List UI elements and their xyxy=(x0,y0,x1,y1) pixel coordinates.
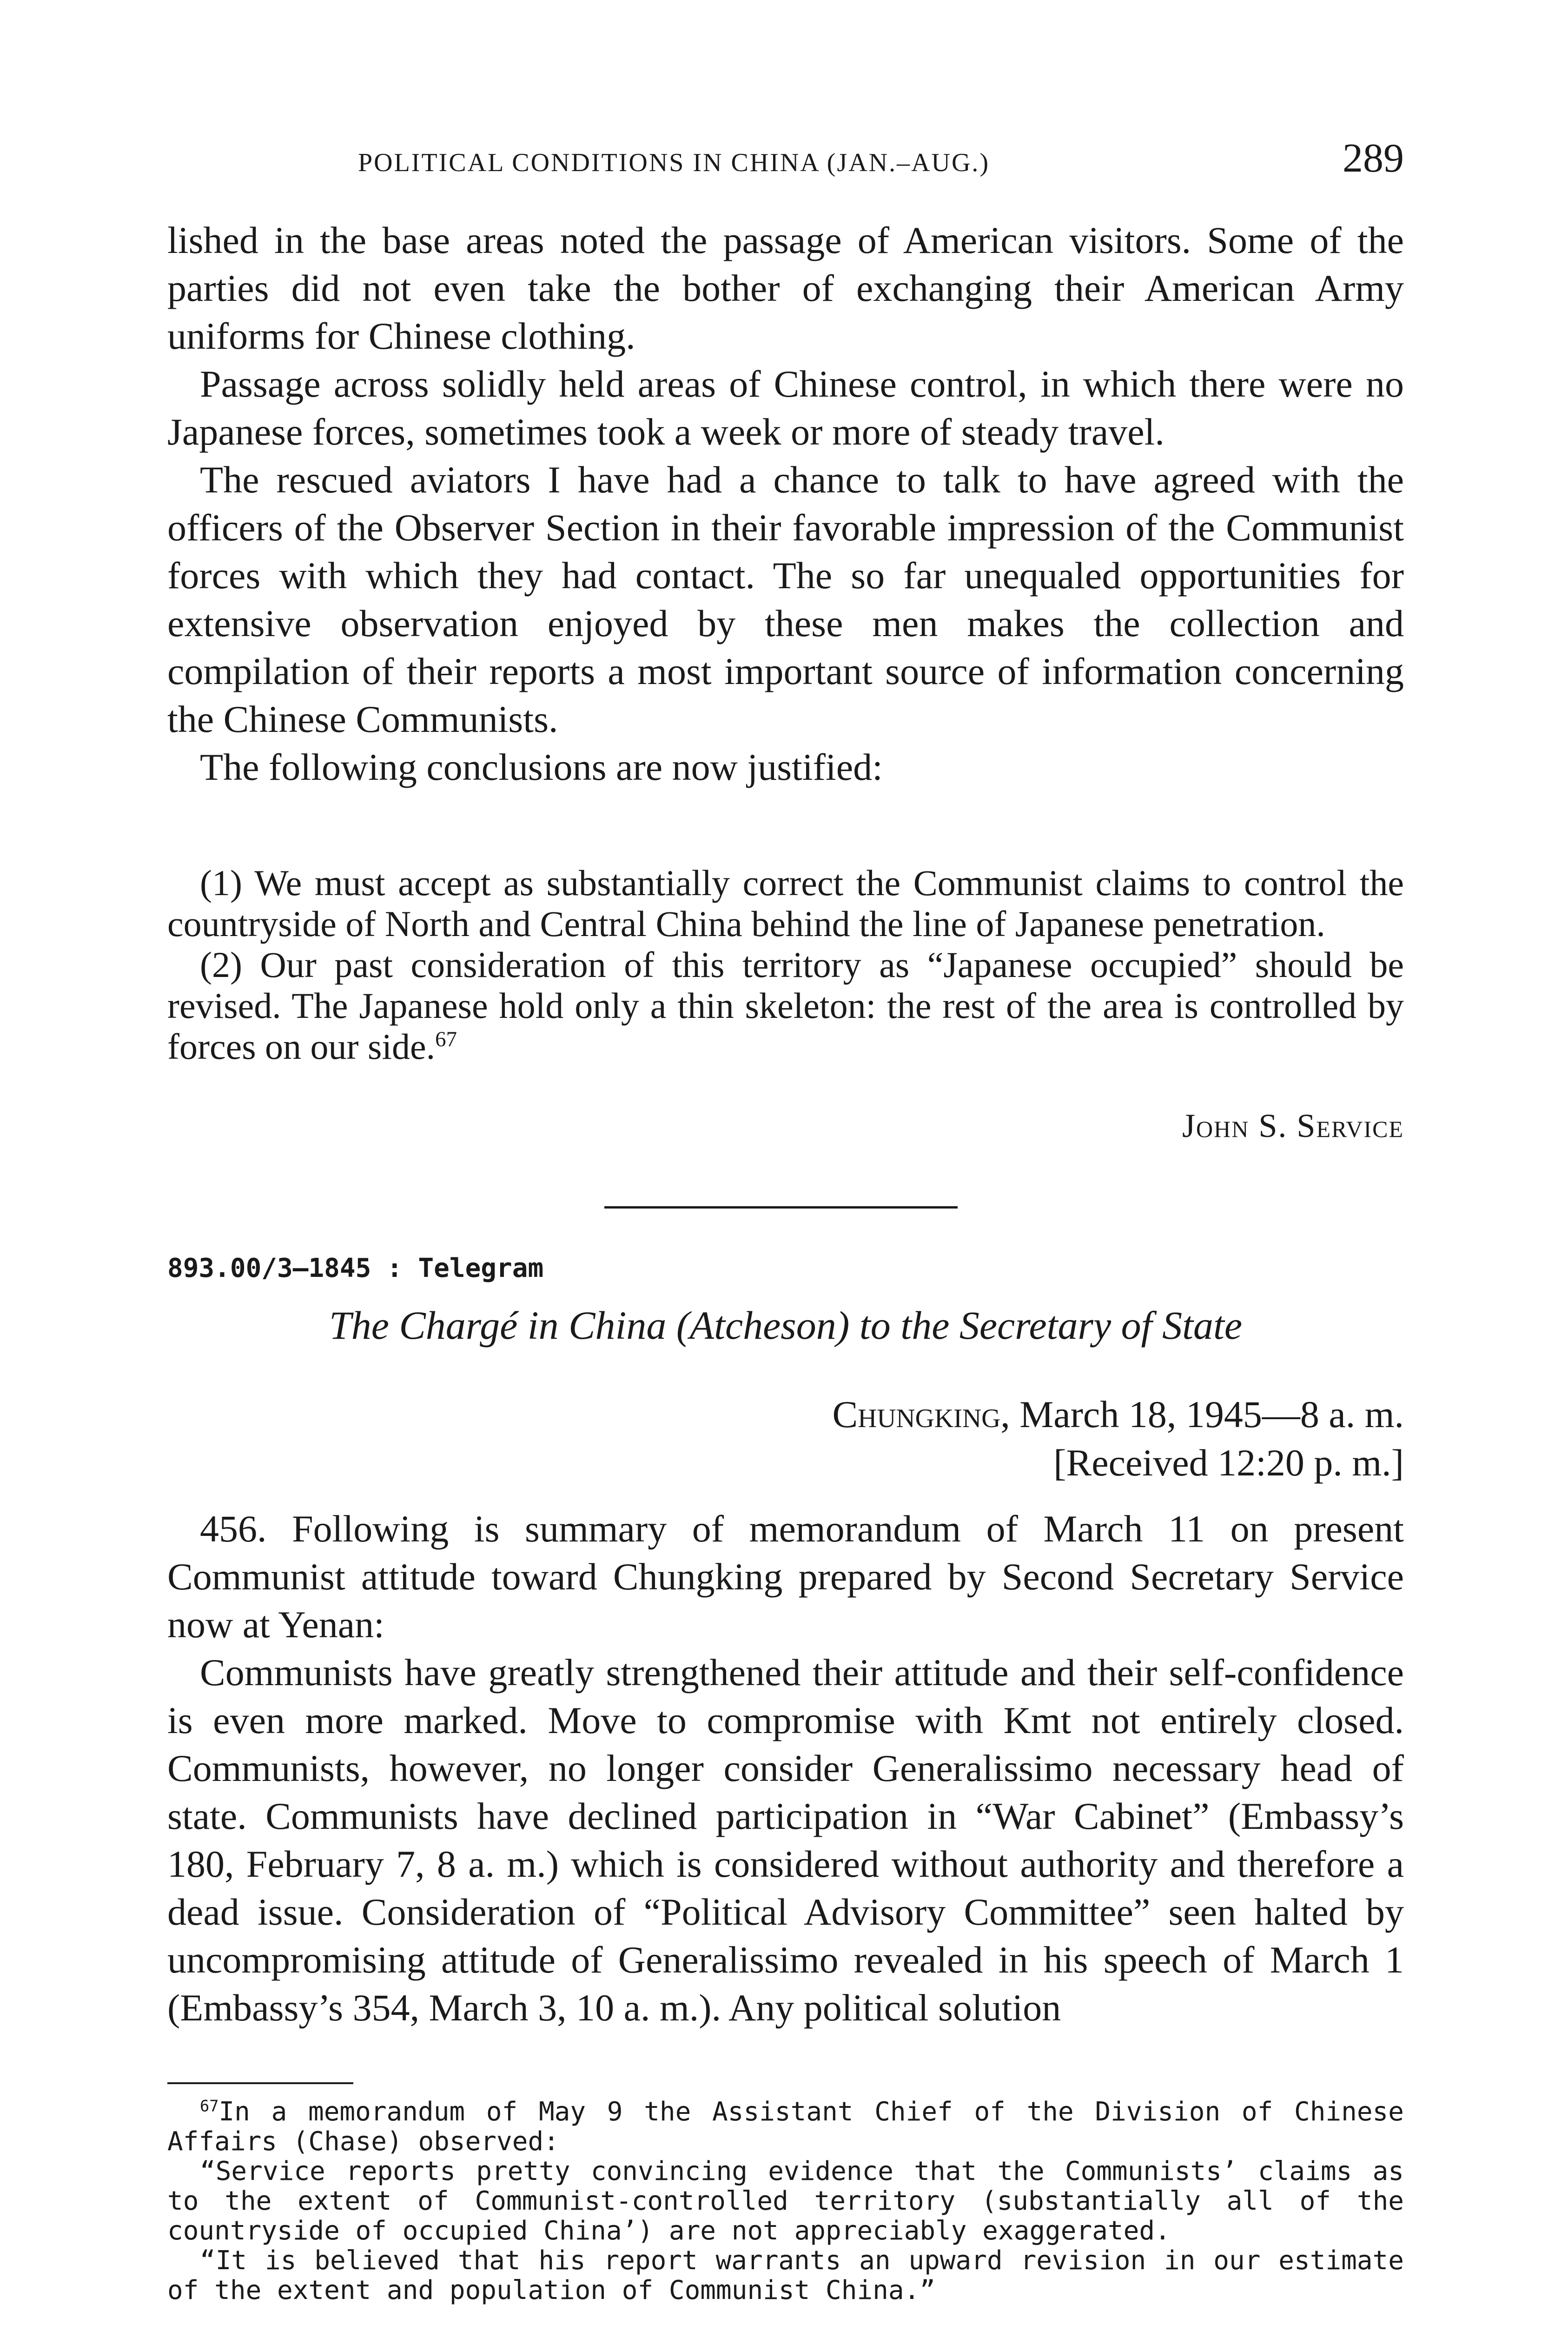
footnotes xyxy=(167,2097,1404,2305)
signature: John S. Service xyxy=(1182,1107,1404,1144)
conclusion-item-1: (1) We must accept as substantially correct the Communist claims to control the countryside of North and Central China behind the line of Japanese penetration. xyxy=(167,863,1404,944)
footnote-quote-2: “It is believed that his report warrants an upward revision in our estimate of the extent and population of Communist China.” xyxy=(167,2245,1404,2305)
footnote-quote-1: “Service reports pretty convincing evidence that the Communists’ claims as to the extent of Communist-controlled territory (substantially all of the countryside of occupied China’) are not appreciably exaggerated. xyxy=(167,2156,1404,2246)
paragraph-passage: Passage across solidly held areas of Chinese control, in which there were no Japanese forces, sometimes took a week or more of steady travel. xyxy=(167,363,1404,453)
file-number: 893.00/3–1845 : Telegram xyxy=(167,1253,544,1283)
dateline-place: Chungking, xyxy=(832,1393,1010,1435)
running-head xyxy=(167,135,1404,186)
paragraph-continued: lished in the base areas noted the passage of American visitors. Some of the parties did not even take the bother of exchanging their American Army uniforms for Chinese clothing. xyxy=(167,219,1404,357)
opening-text xyxy=(167,216,1404,791)
conclusion-item-2 xyxy=(167,944,1404,1067)
dateline xyxy=(167,1390,1404,1439)
paragraph-aviators: The rescued aviators I have had a chance to talk to have agreed with the officers of the Observer Section in their favorable impression of the Communist forces with which they had contact. The so far unequaled opportunities for extensive observation enjoyed by these men makes the collection and compilation of their reports a most important source of information concerning the Chinese Communists. xyxy=(167,458,1404,740)
page-number: 289 xyxy=(1343,136,1404,181)
running-title: POLITICAL CONDITIONS IN CHINA (JAN.–AUG.) xyxy=(358,148,990,177)
footnote-number: 67 xyxy=(200,2097,219,2115)
footnote-divider xyxy=(167,2082,353,2084)
footnote-67 xyxy=(167,2097,1404,2157)
footnote-line-1: In a memorandum of May 9 the Assistant Chief of the Division of Chinese Affairs (Chase) observed: xyxy=(167,2097,1404,2157)
conclusion-item-2-text: (2) Our past consideration of this territory as “Japanese occupied” should be revised. The Japanese hold only a thin skeleton: the rest of the area is controlled by forces on our side. xyxy=(167,944,1404,1067)
telegram-paragraph-1: 456. Following is summary of memorandum of March 11 on present Communist attitude toward Chungking prepared by Second Secretary Service now at Yenan: xyxy=(167,1508,1404,1646)
conclusions-list xyxy=(167,863,1404,1067)
paragraph-conclusions-intro: The following conclusions are now justified: xyxy=(200,746,883,788)
document-heading: The Chargé in China (Atcheson) to the Secretary of State xyxy=(329,1303,1243,1348)
received-line: [Received 12:20 p. m.] xyxy=(1053,1442,1404,1484)
telegram-paragraph-2: Communists have greatly strengthened their attitude and their self-confidence is even more marked. Move to compromise with Kmt not entirely closed. Communists, however, no longer consider Generalissimo necessary head of state. Communists have declined participation in “War Cabinet” (Embassy’s 180, February 7, 8 a. m.) which is considered without authority and therefore a dead issue. Consideration of “Political Advisory Committee” seen halted by uncompromising attitude of Generalissimo revealed in his speech of March 1 (Embassy’s 354, March 3, 10 a. m.). Any political solution xyxy=(167,1651,1404,2029)
section-divider xyxy=(604,1206,958,1209)
footnote-reference: 67 xyxy=(435,1027,457,1051)
telegram-section xyxy=(167,1253,1404,2032)
signature-block xyxy=(167,1107,1404,1145)
dateline-date: March 18, 1945—8 a. m. xyxy=(1019,1393,1404,1435)
